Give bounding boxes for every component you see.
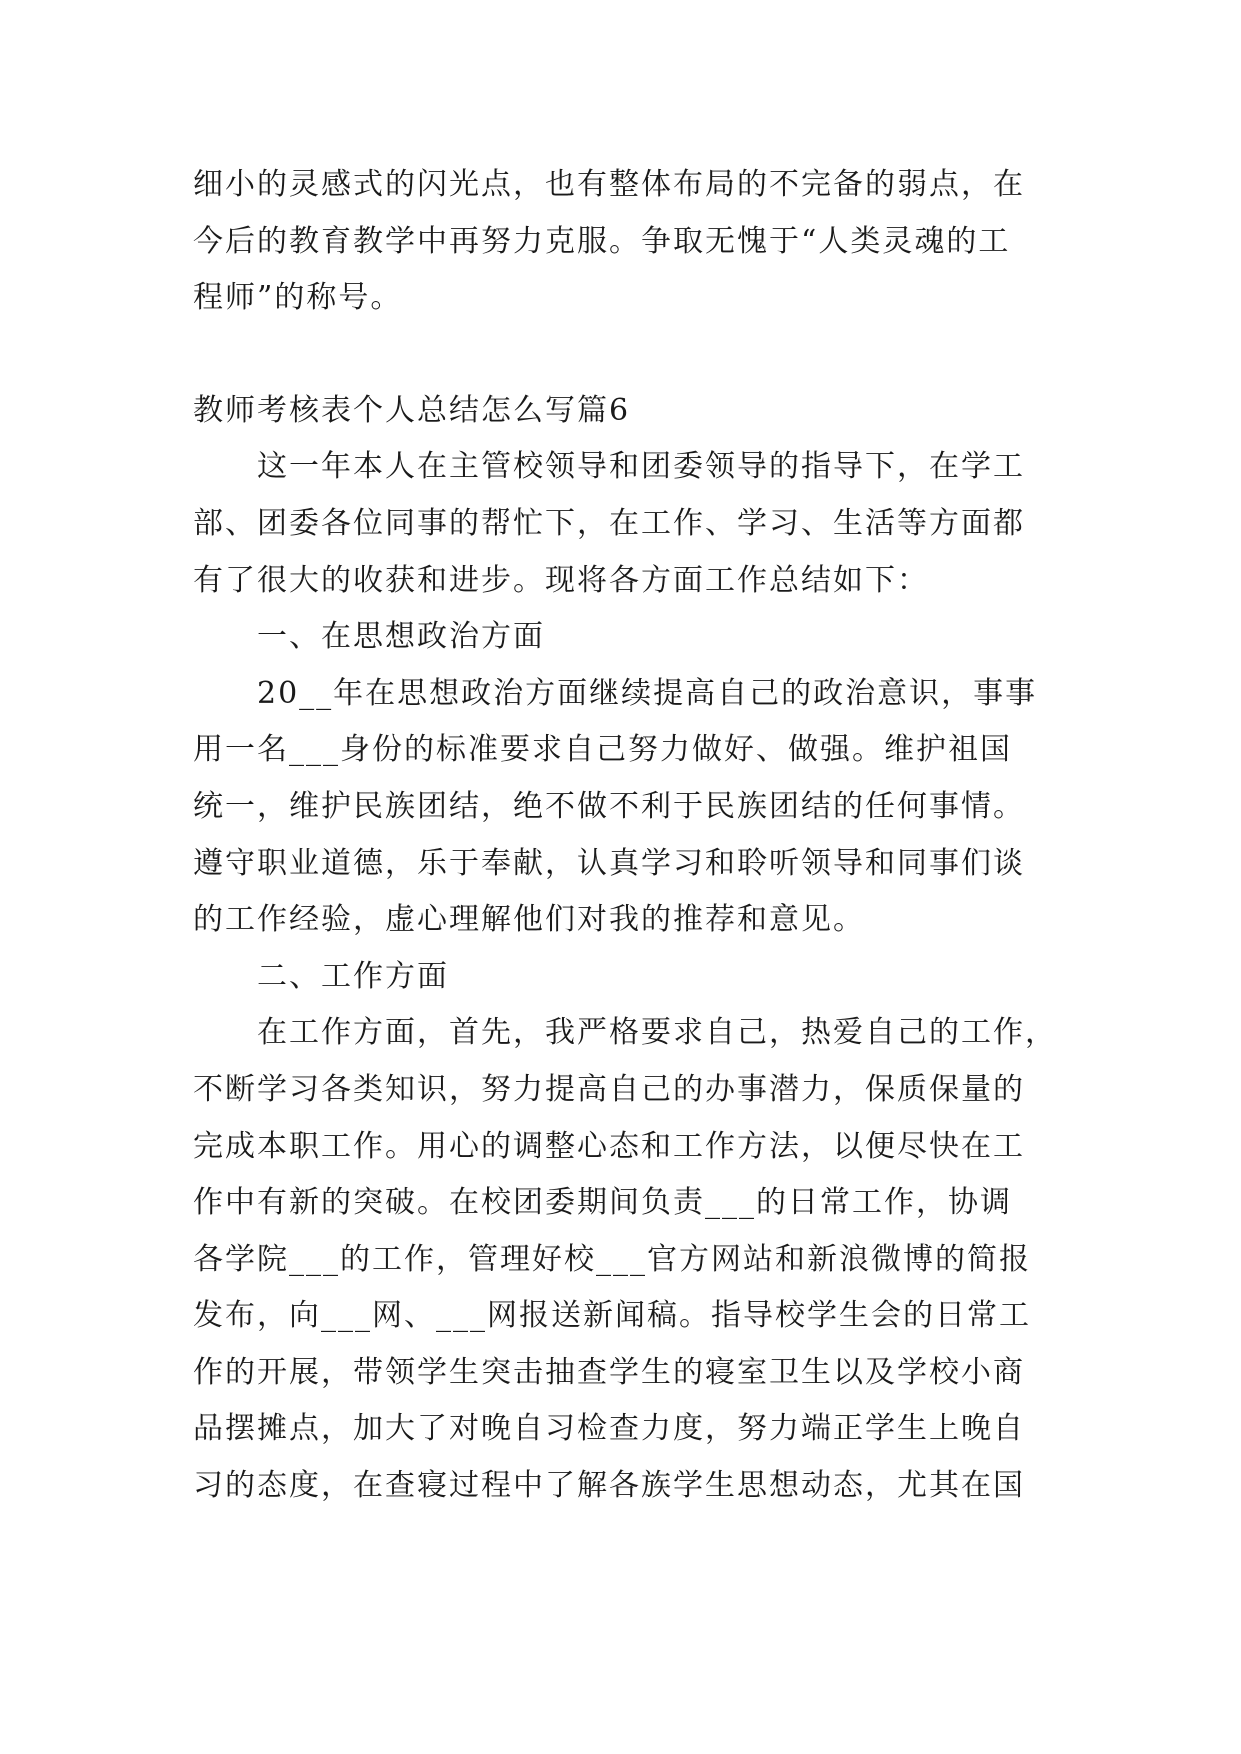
paragraph-line: 发布，向___网、___网报送新闻稿。指导校学生会的日常工 xyxy=(193,1298,1031,1334)
paragraph-line: 20__年在思想政治方面继续提高自己的政治意识，事事 xyxy=(257,675,1038,711)
paragraph-line: 用一名___身份的标准要求自己努力做好、做强。维护祖国 xyxy=(193,732,1012,768)
paragraph-line: 完成本职工作。用心的调整心态和工作方法，以便尽快在工 xyxy=(193,1128,1025,1164)
subheading: 一、在思想政治方面 xyxy=(257,619,545,655)
paragraph-line: 这一年本人在主管校领导和团委领导的指导下，在学工 xyxy=(257,449,1025,485)
paragraph-line: 各学院___的工作，管理好校___官方网站和新浪微博的简报 xyxy=(193,1241,1031,1277)
paragraph-line: 习的态度，在查寝过程中了解各族学生思想动态，尤其在国 xyxy=(193,1468,1025,1504)
body-text xyxy=(193,439,1073,1514)
paragraph-line: 作的开展，带领学生突击抽查学生的寝室卫生以及学校小商 xyxy=(193,1354,1025,1390)
paragraph-line: 品摆摊点，加大了对晚自习检查力度，努力端正学生上晚自 xyxy=(193,1411,1025,1447)
paragraph-line: 部、团委各位同事的帮忙下，在工作、学习、生活等方面都 xyxy=(193,505,1025,541)
paragraph-line: 今后的教育教学中再努力克服。争取无愧于“人类灵魂的工 xyxy=(193,223,1011,259)
paragraph-line: 细小的灵感式的闪光点，也有整体布局的不完备的弱点，在 xyxy=(193,167,1025,202)
intro-paragraph xyxy=(193,157,1073,327)
subheading: 二、工作方面 xyxy=(257,958,449,994)
document-page xyxy=(193,157,1073,1515)
paragraph-line: 有了很大的收获和进步。现将各方面工作总结如下： xyxy=(193,562,929,598)
paragraph-gap xyxy=(193,327,1073,383)
paragraph-line: 遵守职业道德，乐于奉献，认真学习和聆听领导和同事们谈 xyxy=(193,845,1025,881)
section-title: 教师考核表个人总结怎么写篇6 xyxy=(193,392,631,428)
paragraph-line: 程师”的称号。 xyxy=(193,280,403,316)
paragraph-line: 不断学习各类知识，努力提高自己的办事潜力，保质保量的 xyxy=(193,1071,1025,1107)
paragraph-line: 作中有新的突破。在校团委期间负责___的日常工作，协调 xyxy=(193,1185,1012,1221)
paragraph-line: 的工作经验，虚心理解他们对我的推荐和意见。 xyxy=(193,902,865,938)
paragraph-line: 统一，维护民族团结，绝不做不利于民族团结的任何事情。 xyxy=(193,788,1025,824)
paragraph-line: 在工作方面，首先，我严格要求自己，热爱自己的工作， xyxy=(257,1015,1057,1051)
